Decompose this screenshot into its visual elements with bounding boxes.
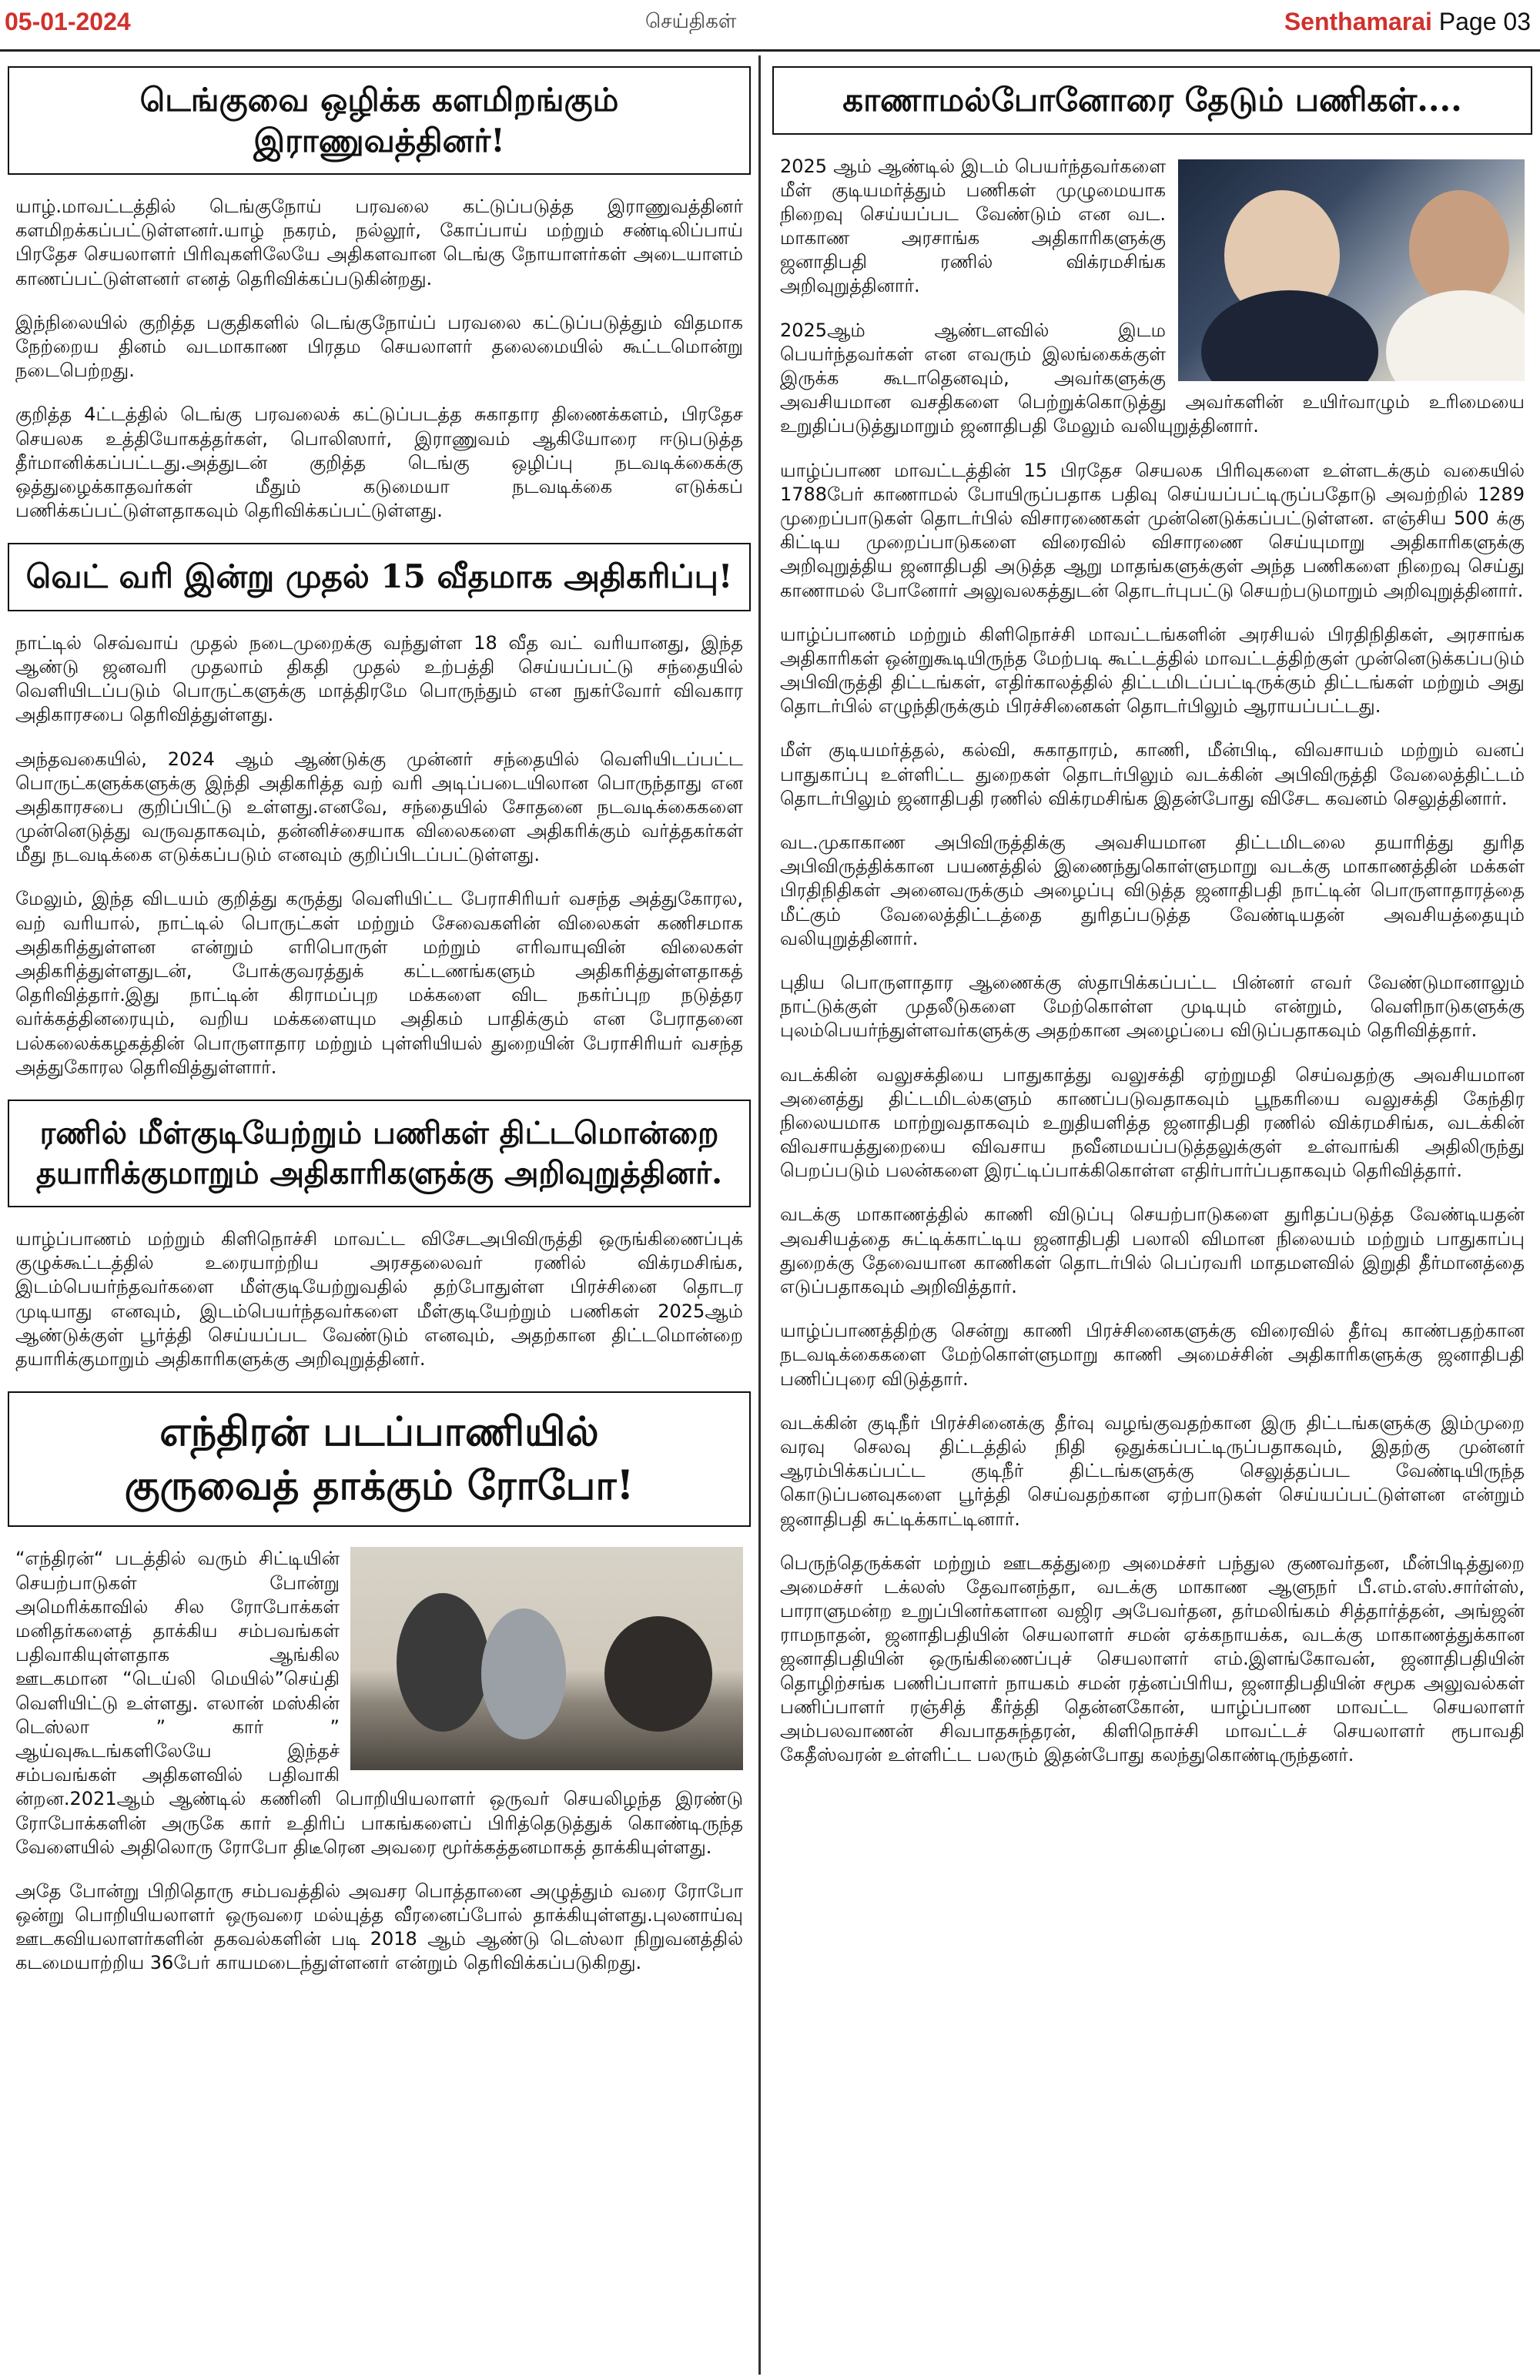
article-paragraph: மேலும், இந்த விடயம் குறித்து கருத்து வெளியிட்ட பேராசிரியர் வசந்த அத்துகோரல, வற் வரியால், நாட்டில் பொருட்கள் மற்றும் சேவைகளின் விலைகள் கணிசமாக அதிகரித்துள்ளன என்றும் எரிபொருள் மற்றும் எரிவாயுவின் விலைகள் அதிகரித்துள்ளதுடன், போக்குவரத்துக் கட்டணங்களும் அதிகரித்துள்ளதாகத் தெரிவித்தார்.இது நாட்டின் கிராமப்புற மக்களை விட நகர்ப்புற நடுத்தர வர்க்கத்தினரையும், வறிய மக்களையும அதிகம் பாதிக்கும் என பேராதனை பல்கலைக்கழகத்தின் பொருளாதார மற்றும் புள்ளியியல் துறையின் பேராசிரியர் வசந்த அத்துகோரல தெரிவித்துள்ளார். [15,888,743,1078]
left-column [8,55,751,2375]
headline-dengue: டெங்குவை ஒழிக்க களமிறங்கும் இராணுவத்தினர்! [8,66,751,175]
article-paragraph [772,155,1532,299]
article-paragraph: புதிய பொருளாதார ஆணைக்கு ஸ்தாபிக்கப்பட்ட பின்னர் எவர் வேண்டுமானாலும் நாட்டுக்குள் முதலீடுகளை மேற்கொள்ள முடியும் என்றும், வெளிநாடுகளுக்கு புலம்பெயர்ந்துள்ளவர்களுக்கு அதற்கான அழைப்பை விடுப்பதாகவும் தெரிவித்தார். [780,971,1525,1042]
section-name: செய்திகள் [645,9,737,32]
article-text: 2025 ஆம் ஆண்டில் இடம் பெயர்ந்தவர்களை மீள் குடியமர்த்தும் பணிகள் முழுமையாக நிறைவு செய்யப்பட வேண்டும் என வட. மாகாண அரசாங்க அதிகாரிகளுக்கு ஜனாதிபதி ரணில் விக்ரமசிங்க அறிவுறுத்தினார். [780,155,1166,297]
headline-missing-persons: காணாமல்போனோரை தேடும் பணிகள்.... [772,66,1532,135]
headline-resettlement [8,1100,751,1207]
article-paragraph: இந்நிலையில் குறித்த பகுதிகளில் டெங்குநோய்ப் பரவலை கட்டுப்படுத்தும் விதமாக நேற்றைய தினம் வடமாகாண பிரதம செயலாளர் தலைமையில் கூட்டமொன்று நடைபெற்றது. [15,311,743,382]
article-paragraph: வடக்கின் குடிநீர் பிரச்சினைக்கு தீர்வு வழங்குவதற்கான இரு திட்டங்களுக்கு இம்முறை வரவு செலவு திட்டத்தில் நிதி ஒதுக்கப்பட்டிருப்பதாகவும், இதற்கு முன்னர் ஆரம்பிக்கப்பட்ட குடிநீர் திட்டங்களுக்கு செலுத்தப்பட வேண்டியிருந்த கொடுப்பனவுகளை பூர்த்தி செய்வதற்கான ஏற்பாடுகள் செய்யப்பட்டுள்ளன என்றும் ஜனாதிபதி சுட்டிக்காட்டினார். [780,1411,1525,1530]
column-divider [758,55,761,2375]
headline-line: எந்திரன் படப்பாணியில் [159,1408,599,1456]
article-paragraph: யாழ்ப்பாணம் மற்றும் கிளிநொச்சி மாவட்ட விசேடஅபிவிருத்தி ஒருங்கிணைப்புக் குழுக்கூட்டத்தில் உரையாற்றிய அரசதலைவர் ரணில் விக்ரமசிங்க, இடம்பெயர்ந்தவர்களை மீள்குடியேற்றுவதில் தற்போதுள்ள பிரச்சினை தொடர முடியாது எனவும், இடம்பெயர்ந்தவர்களை மீள்குடியேற்றும் பணிகள் 2025ஆம் ஆண்டுக்குள் பூர்த்தி செய்யப்பட வேண்டும் எனவும், அதற்கான திட்டமொன்றை தயாரிக்குமாறும் அதிகாரிகளுக்கு அறிவுறுத்தினர். [15,1227,743,1370]
article-paragraph: யாழ்.மாவட்டத்தில் டெங்குநோய் பரவலை கட்டுப்படுத்த இராணுவத்தினர் களமிறக்கப்பட்டுள்ளனர்.யாழ் நகரம், நல்லூர், கோப்பாய் மற்றும் சண்டிலிப்பாய் பிரதேச செயலாளர் பிரிவுகளிலேயே அதிகளவான டெங்கு நோயாளர்கள் அடையாளம் காணப்பட்டுள்ளனர் எனத் தெரிவிக்கப்படுகின்றது. [15,196,744,290]
headline-robot [8,1391,751,1527]
masthead [1284,8,1531,36]
article-paragraph: யாழ்ப்பாணத்திற்கு சென்று காணி பிரச்சினைகளுக்கு விரைவில் தீர்வு காண்பதற்கான நடவடிக்கைகளை மேற்கொள்ளுமாறு காணி அமைச்சின் அதிகாரிகளுக்கு ஜனாதிபதி பணிப்புரை விடுத்தார். [780,1320,1525,1390]
article-paragraph: யாழ்ப்பாணம் மற்றும் கிளிநொச்சி மாவட்டங்களின் அரசியல் பிரதிநிதிகள், அரசாங்க அதிகாரிகள் ஒன்றுகூடியிருந்த மேற்படி கூட்டத்தில் மாவட்டத்திற்குள் முன்னெடுக்கப்படும் அபிவிருத்தி திட்டங்கள், எதிர்காலத்தில் திட்டமிடப்பட்டிருக்கும் திட்டங்கள் மற்றும் அது தொடர்பில் எழுந்திருக்கும் பிரச்சினைகள் தொடர்பிலும் ஆராயப்பட்டது. [780,623,1525,718]
article-paragraph: மீள் குடியமர்த்தல், கல்வி, சுகாதாரம், காணி, மீன்பிடி, விவசாயம் மற்றும் வனப் பாதுகாப்பு உள்ளிட்ட துறைகள் தொடர்பிலும் வடக்கின் அபிவிருத்தி வேலைத்திட்டம் தொடர்பிலும் ஜனாதிபதி ரணில் விக்ரமசிங்க இதன்போது விசேட கவனம் செலுத்தினார். [780,739,1525,809]
article-paragraph: நாட்டில் செவ்வாய் முதல் நடைமுறைக்கு வந்துள்ள 18 வீத வட் வரியானது, இந்த ஆண்டு ஜனவரி முதலாம் திகதி முதல் உற்பத்தி செய்யப்பட்டு சந்தையில் வெளியிடப்படும் பொருட்களுக்கு மாத்திரமே பொருந்தும் என நுகர்வோர் விவகார அதிகாரசபை தெரிவித்துள்ளது. [15,631,743,726]
article-paragraph: 2025ஆம் ஆண்டளவில் இடம பெயர்ந்தவர்கள் என எவரும் இலங்கைக்குள் இருக்க கூடாதெனவும், அவர்களுக்கு அவசியமான வசதிகளை பெற்றுக்கொடுத்து அவர்களின் உயிர்வாழும் உரிமையை உறுதிப்படுத்துமாறும் ஜனாதிபதி மேலும் வலியுறுத்தினார். [780,319,1525,437]
article-paragraph: வடக்கின் வலுசக்தியை பாதுகாத்து வலுசக்தி ஏற்றுமதி செய்வதற்கு அவசியமான அனைத்து திட்டமிடல்களும் காணப்படுவதாகவும் பூநகரியை வலுசக்தி கேந்திர நிலையமாக மாற்றுவதாகவும் உறுதியளித்த ஜனாதிபதி ரணில் விக்ரமசிங்க, வடக்கின் விவசாயத்துறையை விவசாய நவீனமயப்படுத்தலுக்குள் உள்வாங்கி அதிலிருந்து பெறப்படும் பலன்களை இரட்டிப்பாக்கிகொள்ள எதிர்பார்ப்பதாகவும் தெரிவித்தார். [780,1063,1525,1182]
issue-date: 05-01-2024 [5,8,131,35]
article-paragraph: யாழ்ப்பாண மாவட்டத்தின் 15 பிரதேச செயலக பிரிவுகளை உள்ளடக்கும் வகையில் 1788பேர் காணாமல் போயிருப்பதாக பதிவு செய்யப்பட்டிருப்பதோடு அவற்றில் 1289 முறைப்பாடுகள் தொடர்பில் விசாரணைகள் முன்னெடுக்கப்பட்டுள்ளன. எஞ்சிய 500 க்கு கிட்டிய முறைப்பாடுகளை விரைவில் விசாரணை செய்யுமாறு அதிகாரிகளுக்கு அறிவுறுத்திய ஜனாதிபதி அடுத்த ஆறு மாதங்களுக்குள் அந்த பணிகளை நிறைவு செய்து காணாமல் போனோர் அலுவலகத்துடன் தொடர்புபட்டு செயற்படுமாறும் அறிவுறுத்தினார். [780,459,1525,601]
robot-attack-photo [350,1547,743,1770]
page-header [0,0,1540,52]
page-number: Page 03 [1438,8,1531,35]
headline-line: குருவைத் தாக்கும் ரோபோ! [124,1462,634,1510]
article-paragraph: பெருந்தெருக்கள் மற்றும் ஊடகத்துறை அமைச்சர் பந்துல குணவர்தன, மீன்பிடித்துறை அமைச்சர் டக்லஸ் தேவானந்தா, வடக்கு மாகாண ஆளுநர் பீ.எம்.எஸ்.சார்ள்ஸ், பாராளுமன்ற உறுப்பினர்களான வஜிர அபேவர்தன, தர்மலிங்கம் சித்தார்த்தன், அங்ஜன் ராமநாதன், ஜனாதிபதியின் செயலாளர் சமன் ஏக்கநாயக்க, வடக்கு மாகாணத்துக்கான ஜனாதிபதியின் ஒருங்கிணைப்புச் செயலாளர் எம்.இளங்கோவன், ஜனாதிபதியின் தொழிற்சங்க பணிப்பாளர் நாயகம் சமன் ரத்னப்பிரிய, ஜனாதிபதியின் சமூக அலுவல்கள் பணிப்பாளர் ரஞ்சித் கீர்த்தி தென்னகோன், யாழ்ப்பாண மாவட்ட செயலாளர் அம்பலவாணன் சிவபாதசுந்தரன், கிளிநொச்சி மாவட்டச் செயலாளர் ரூபாவதி கேதீஸ்வரன் உள்ளிட்ட பலரும் இதன்போது கலந்துகொண்டிருந்தனர். [780,1552,1525,1766]
article-paragraph: வட.முகாகாண அபிவிருத்திக்கு அவசியமான திட்டமிடலை தயாரித்து துரித அபிவிருத்திக்கான பயணத்தில் இணைந்துகொள்ளுமாறு வடக்கு மாகாணத்தின் மக்கள் பிரதிநிதிகள் அனைவருக்கும் அழைப்பு விடுத்த ஜனாதிபதி நாட்டின் பொருளாதாரத்தை மீட்கும் வேலைத்திட்டத்தை துரிதப்படுத்த வேண்டியதன் அவசியத்தையும் வலியுறுத்தினார். [780,832,1525,949]
article-paragraph: அந்தவகையில், 2024 ஆம் ஆண்டுக்கு முன்னர் சந்தையில் வெளியிடப்பட்ட பொருட்களுக்களுக்கு இந்தி அதிகரித்த வற் வரி அடிப்படையிலான பொருந்தாது என அதிகாரசபை குறிப்பிட்டு உள்ளது.எனவே, சந்தையில் சோதனை நடவடிக்கைகளை முன்னெடுத்து வருவதாகவும், தன்னிச்சையாக விலைகளை அதிகரிக்கும் வர்த்தகர்கள் மீது நடவடிக்கை எடுக்கப்படும் எனவும் குறிப்பிடப்பட்டுள்ளது. [15,748,743,866]
headline-line: ரணில் மீள்குடியேற்றும் பணிகள் திட்டமொன்றை [39,1114,719,1151]
president-meeting-photo [1178,159,1525,381]
article-paragraph: குறித்த 4ட்டத்தில் டெங்கு பரவலைக் கட்டுப்படத்த சுகாதார திணைக்களம், பிரதேச செயலக உத்தியோகத்தர்கள், பொலிஸார், இராணுவம் ஆகியோரை ஈடுபடுத்த தீர்மானிக்கப்பட்டது.அத்துடன் குறித்த டெங்கு ஒழிப்பு நடவடிக்கைக்கு ஒத்துழைக்காதவர்கள் மீதும் கடுமையா நடவடிக்கை எடுக்கப் பணிக்கப்பட்டுள்ளதாகவும் தெரிவிக்கப்பட்டுள்ளது. [15,403,743,522]
article-paragraph: வடக்கு மாகாணத்தில் காணி விடுப்பு செயற்பாடுகளை துரிதப்படுத்த வேண்டியதன் அவசியத்தை சுட்டிக்காட்டிய ஜனாதிபதி பலாலி விமான நிலையம் மற்றும் பாதுகாப்பு துறைக்கு தேவையான காணிகள் தொடர்பில் பெப்ரவரி மாதமளவில் இறுதி தீர்மானத்தை எடுப்பதாகவும் அறிவித்தார். [780,1203,1525,1297]
article-paragraph: அதே போன்று பிறிதொரு சம்பவத்தில் அவசர பொத்தானை அழுத்தும் வரை ரோபோ ஒன்று பொறியியலாளர் ஒருவரை மல்யுத்த வீரனைப்போல் தாக்கியுள்ளது.புலனாய்வு ஊடகவியலாளர்களின் தகவல்களின் படி 2018 ஆம் ஆண்டு டெஸ்லா நிறுவனத்தில் கடமையாற்றிய 36பேர் காயமடைந்துள்ளனர் என்றும் தெரிவிக்கப்படுகிறது. [15,1880,744,1974]
brand-name: Senthamarai [1284,8,1432,35]
headline-line: தயாரிக்குமாறும் அதிகாரிகளுக்கு அறிவுறுத்தினர். [35,1154,723,1191]
article-paragraph [8,1547,751,1859]
right-column [772,55,1532,2375]
article-text: “எந்திரன்“ படத்தில் வரும் சிட்டியின் செயற்பாடுகள் போன்று அமெரிக்காவில் சில ரோபோக்கள் மனிதர்களைத் தாக்கிய சம்பவங்கள் பதிவாகியுள்ளதாக ஆங்கில ஊடகமான “டெய்லி மெயில்”செய்தி வெளியிட்டு உள்ளது. எலான் மஸ்கின் டெஸ்லா ” கார் ” ஆய்வுகூடங்களிலேயே இந்தச் சம்பவங்கள் அதிகளவில் பதிவாகி ன்றன.2021ஆம் ஆண்டில் கணினி பொறியியலாளர் ஒருவர் செயலிழந்த இரண்டு ரோபோக்களின் அருகே கார் உதிரிப் பாகங்களைப் பிரித்தெடுத்துக் கொண்டிருந்த வேளையில் அதிலொரு ரோபோ திடீரென அவரை மூர்க்கத்தனமாகத் தாக்கியுள்ளது. [15,1548,743,1858]
headline-vat: வெட் வரி இன்று முதல் 15 வீதமாக அதிகரிப்பு! [8,543,751,611]
